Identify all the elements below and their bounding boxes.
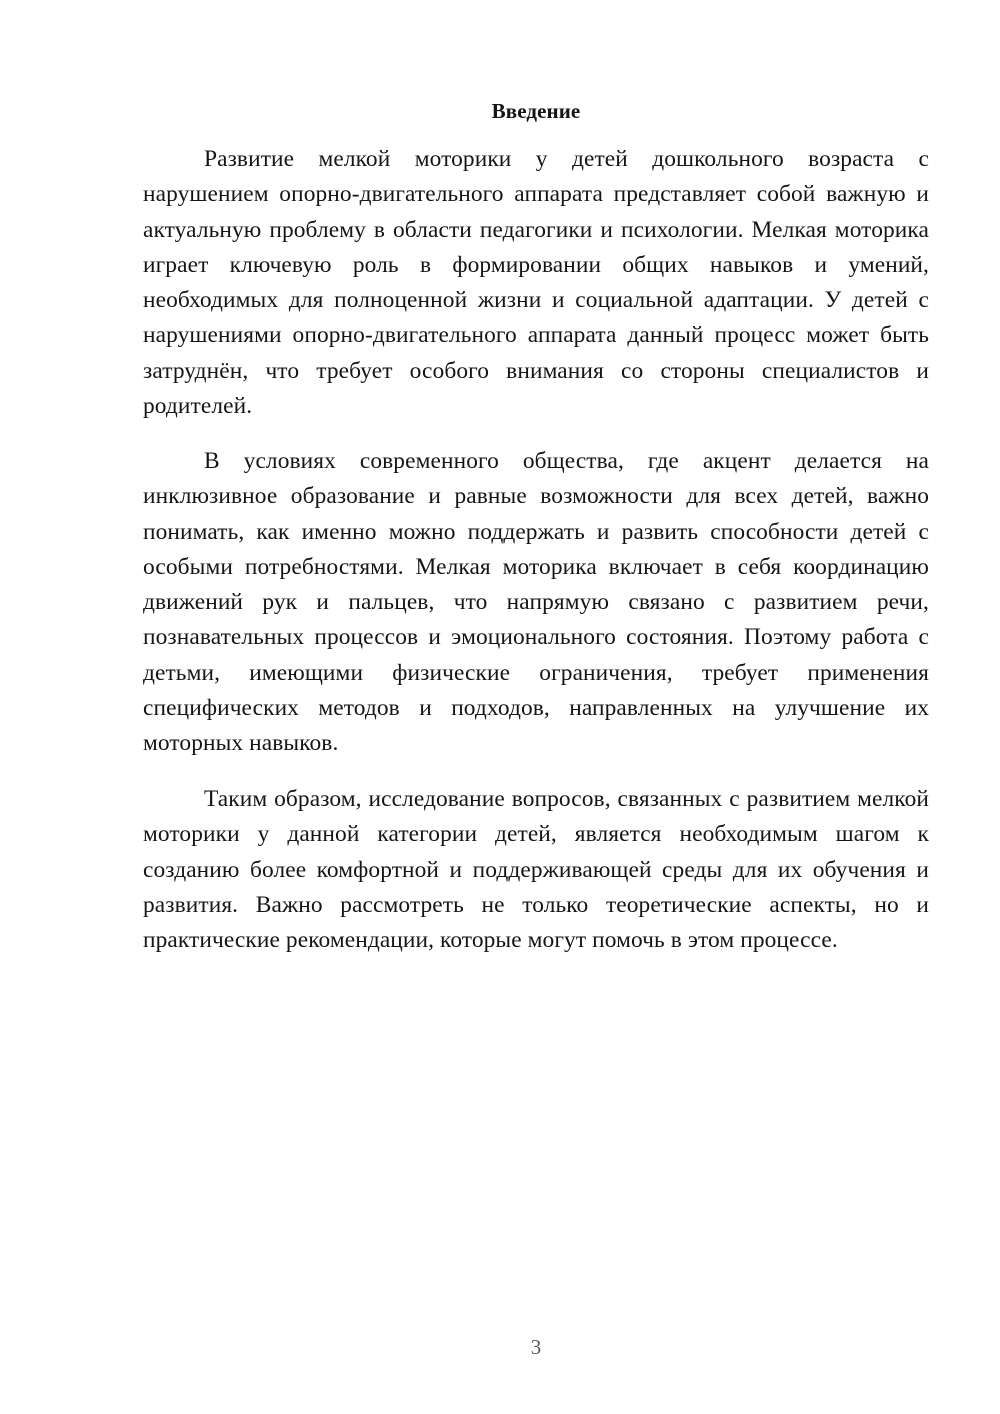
paragraph-1 (143, 142, 929, 424)
paragraph-text: Развитие мелкой моторики у детей дошкольного возраста с нарушением опорно-двигательного аппарата представляет собой важную и актуальную проблему в области педагогики и психологии. Мелкая моторика играет ключевую роль в формировании общих навыков и умений, необходимых для полноценной жизни и социальной адаптации. У детей с нарушениями опорно-двигательного аппарата данный процесс может быть затруднён, что требует особого внимания со стороны специалистов и родителей. (143, 146, 929, 420)
paragraph-text: Таким образом, исследование вопросов, связанных с развитием мелкой моторики у данной категории детей, является необходимым шагом к созданию более комфортной и поддерживающей среды для их обучения и развития. Важно рассмотреть не только теоретические аспекты, но и практические рекомендации, которые могут помочь в этом процессе. (143, 786, 929, 954)
paragraph-3 (143, 782, 929, 958)
section-title: Введение (491, 99, 581, 123)
page-number: 3 (530, 1335, 542, 1359)
paragraph-2 (143, 444, 929, 762)
paragraph-text: В условиях современного общества, где акцент делается на инклюзивное образование и равные возможности для всех детей, важно понимать, как именно можно поддержать и развить способности детей с особыми потребностями. Мелкая моторика включает в себя координацию движений рук и пальцев, что напрямую связано с развитием речи, познавательных процессов и эмоционального состояния. Поэтому работа с детьми, имеющими физические ограничения, требует применения специфических методов и подходов, направленных на улучшение их моторных навыков. (143, 448, 929, 757)
